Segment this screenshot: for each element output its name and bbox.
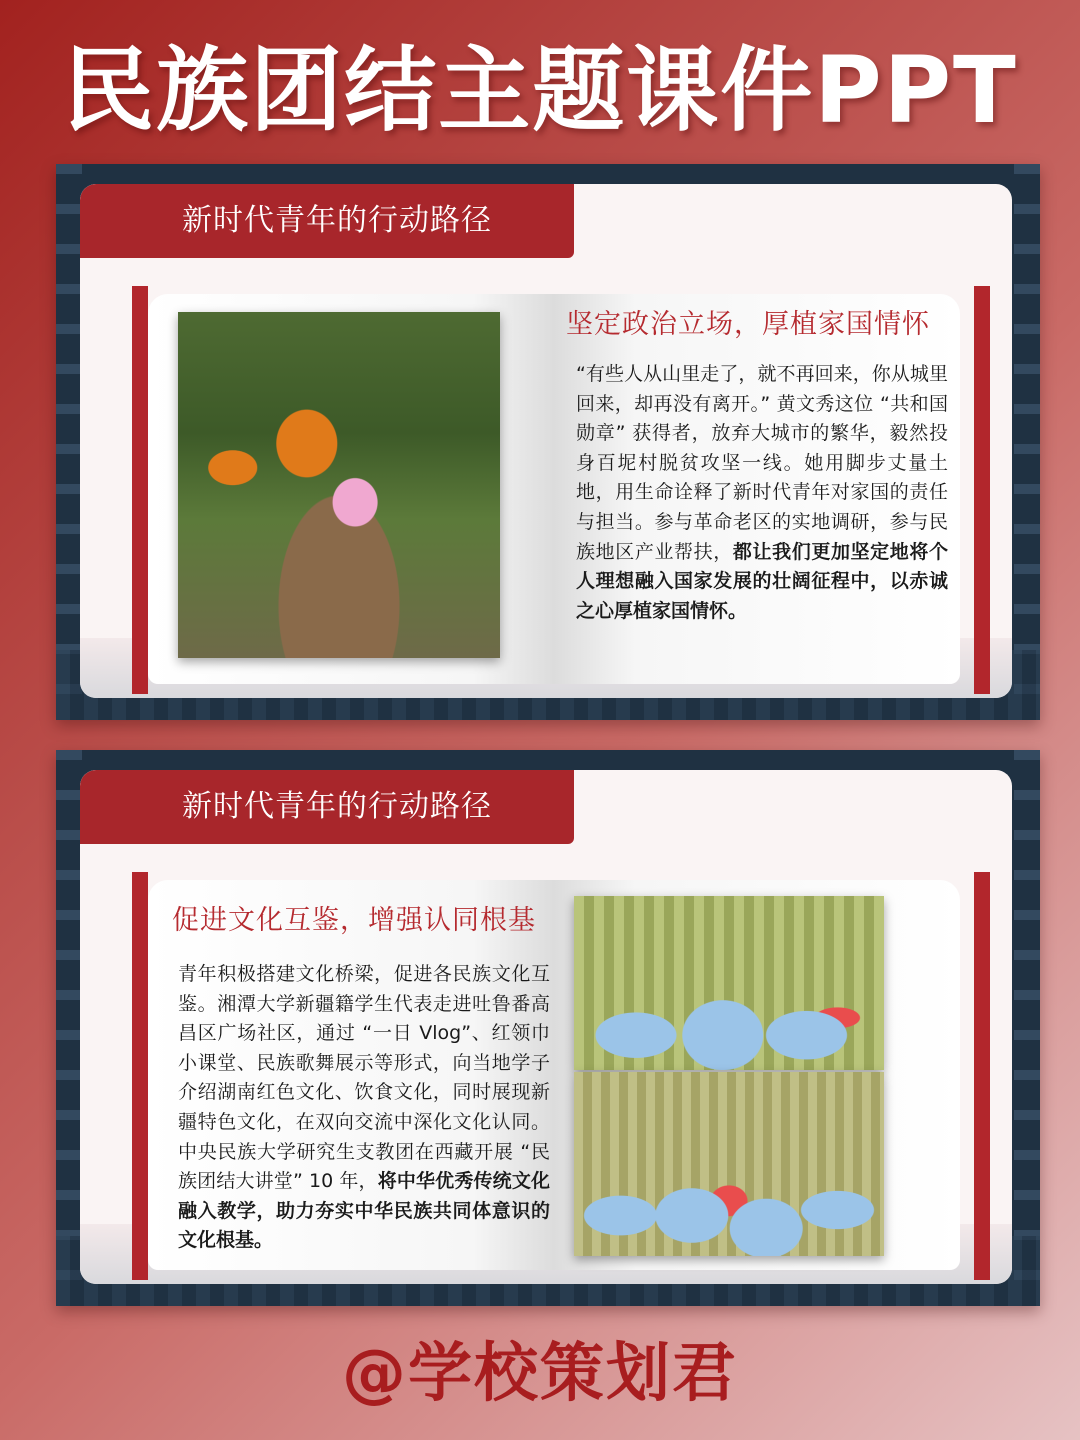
- slide-panel: [80, 184, 1012, 698]
- book-ribbon: [974, 286, 990, 694]
- body-text-normal: “有些人从山里走了，就不再回来，你从城里回来，却再没有离开。” 黄文秀这位 “共和国勋章” 获得者，放弃大城市的繁华，毅然投身百坭村脱贫攻坚一线。她用脚步丈量土地，用生命诠释了新时代青年对家国的责任与担当。参与革命老区的实地调研，参与民族地区产业帮扶，: [576, 363, 948, 563]
- section-tab: 新时代青年的行动路径: [80, 184, 574, 258]
- page-title: 民族团结主题课件PPT: [62, 37, 1018, 144]
- body-text-bold: 将中华优秀传统文化融入教学，助力夯实中华民族共同体意识的文化根基。: [178, 1170, 550, 1252]
- slide-panel: [80, 770, 1012, 1284]
- section-heading: 坚定政治立场，厚植家国情怀: [566, 309, 930, 340]
- section-tab: 新时代青年的行动路径: [80, 770, 574, 844]
- book-ribbon: [974, 872, 990, 1280]
- slide-card: [56, 164, 1040, 720]
- decorative-pattern: [1014, 164, 1040, 720]
- author-handle: @学校策划君: [342, 1337, 738, 1411]
- book-ribbon: [132, 286, 148, 694]
- section-heading: 促进文化互鉴，增强认同根基: [172, 905, 536, 936]
- section-body: [178, 960, 550, 1256]
- body-text-normal: 青年积极搭建文化桥梁，促进各民族文化互鉴。湘潭大学新疆籍学生代表走进吐鲁番高昌区广场社区，通过 “一日 Vlog”、红领巾小课堂、民族歌舞展示等形式，向当地学子介绍湖南红色文化、饮食文化，同时展现新疆特色文化，在双向交流中深化文化认同。中央民族大学研究生支教团在西藏开展 “民族团结大讲堂” 10 年，: [178, 963, 550, 1193]
- photo-woman-carrying-oranges: [178, 312, 500, 658]
- section-body: [576, 360, 948, 626]
- decorative-pattern: [1014, 750, 1040, 1306]
- book-ribbon: [132, 872, 148, 1280]
- photo-students-eating-watermelon: [574, 896, 884, 1070]
- open-book: [132, 872, 990, 1280]
- photo-students-group-table: [574, 1072, 884, 1256]
- decorative-pattern: [56, 164, 82, 720]
- body-text-bold: 都让我们更加坚定地将个人理想融入国家发展的壮阔征程中，以赤诚之心厚植家国情怀。: [576, 540, 948, 622]
- slide-card: [56, 750, 1040, 1306]
- open-book: [132, 286, 990, 694]
- decorative-pattern: [56, 750, 82, 1306]
